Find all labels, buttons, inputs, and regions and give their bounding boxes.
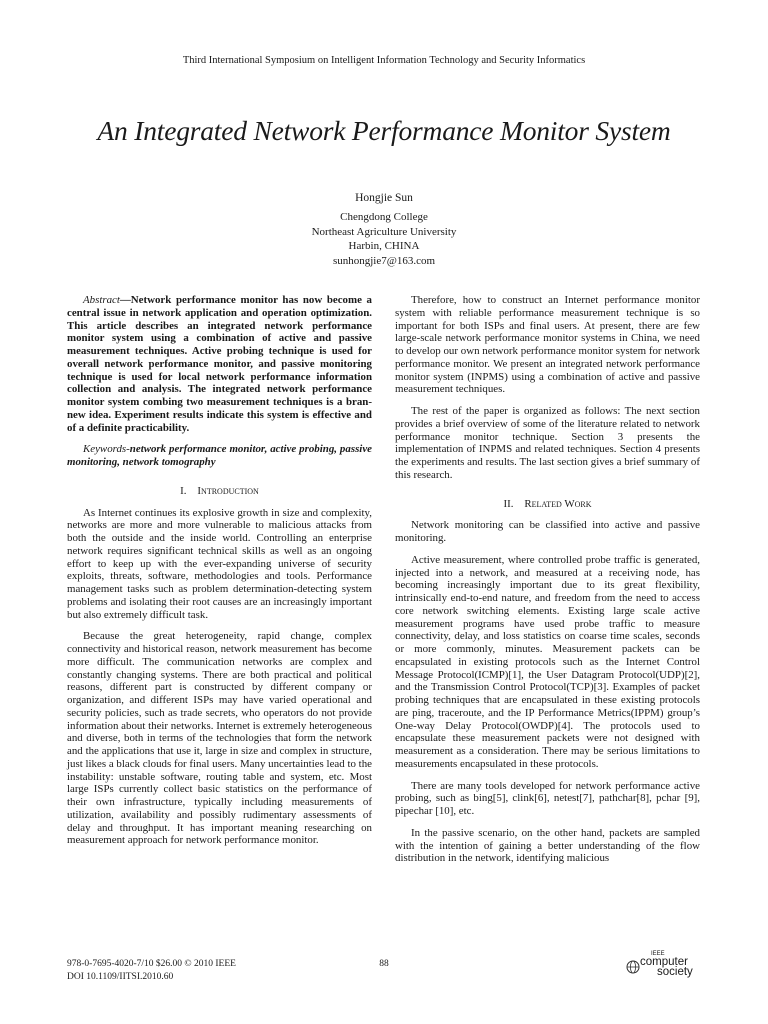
ieee-computer-society-logo [626, 951, 706, 985]
section-number: II. [503, 497, 514, 510]
footer-isbn: 978-0-7695-4020-7/10 $26.00 © 2010 IEEE [67, 959, 236, 969]
logo-ieee-text: IEEE [651, 951, 665, 957]
section-heading-introduction [67, 485, 372, 498]
paragraph: Because the great heterogeneity, rapid change, complex connectivity and historical reason, network measurement has become more difficult. The communication networks are complex and constantly changing systems. There are both practical and political reasons, different part is constructed by different company or organization, and different ISPs may have varied operational and security policies, such as trade secrets, who operators do not provide information about their networks. Internet is extremely heterogeneous and diverse, both in terms of the technologies that form the network and the applications that use it, large in size and complex in structure, just likes a black clouds for final users. Many uncertainties lead to the instability: unstable software, routing table and system, etc. Most large ISPs currently collect basic statistics on the performance of their own infrastructure, typically including measurements of utilization, availability and possibly rudimentary assessments of delay and throughput. It has important meaning researching on measurement approach for network performance monitor. [67, 630, 372, 847]
page-number: 88 [379, 959, 389, 969]
logo-society-text: society [657, 966, 693, 978]
keywords-label: Keywords- [83, 443, 130, 456]
abstract [67, 294, 372, 434]
affiliation-line: Northeast Agriculture University [311, 225, 457, 238]
keywords-text: network performance monitor, active probing, passive monitoring, network tomography [67, 443, 372, 468]
keywords [67, 443, 372, 469]
paragraph: Therefore, how to construct an Internet performance monitor system with reliable performance measurement technique is so important for both ISPs and final users. At present, there are few large-scale network performance monitor systems in China, we need to develop our own network performance monitor system for network performance monitor. We present an integrated network performance monitor system (INPMS) using a combination of active and passive measurement techniques. [395, 294, 700, 396]
left-column [67, 294, 372, 847]
conference-header: Third International Symposium on Intelligent Information Technology and Security Informatics [182, 55, 586, 66]
logo-computer-text: computer [640, 956, 688, 968]
paragraph: Network monitoring can be classified into active and passive monitoring. [395, 519, 700, 544]
section-title: Related Work [524, 497, 592, 510]
paragraph: Active measurement, where controlled probe traffic is generated, injected into a network, and measured at a receiving node, has becoming increasingly important due to its great flexibility, intrinsically end-to-end nature, and freedom from the need to access core network switching elements. Existing large scale active measurement programs have used probe traffic to measure connectivity, delay, and loss statistics on coarse time scales, seconds or more commonly, minutes. Measurement packets can be encapsulated in existing protocols such as the Internet Control Message Protocol(ICMP)[1], the User Datagram Protocol(UDP)[2], and the Transmission Control Protocol(TCP)[3]. Examples of packet probing techniques that are encapsulated in these existing protocols are ping, traceroute, and the IP Performance Metrics(IPPM) group’s One-way Delay Protocol(OWDP)[4]. The protocols used to encapsulate these measurement packets were not designed with measurement as a consideration. There may be serious limitations to measurements encapsulated in these protocols. [395, 553, 700, 770]
section-number: I. [180, 484, 187, 497]
paragraph: In the passive scenario, on the other hand, packets are sampled with the intention of gaining a better understanding of the flow distribution in the network, identifying malicious [395, 826, 700, 865]
affiliation-line: Chengdong College [340, 211, 428, 223]
paper-title: An Integrated Network Performance Monitor System [97, 115, 671, 146]
right-column [395, 294, 700, 865]
author-affiliation [0, 210, 768, 268]
abstract-text: —Network performance monitor has now become a central issue in network application and operation optimization. This article describes an integrated network performance monitor system using a combination of active and passive measurement techniques. Active probing technique is used for overall network performance monitor, and passive monitoring technique is used for local network performance information collection and analysis. The integrated network performance monitor system combing two measurement techniques is a bran-new idea. Experiment results indicate this system is effective and of a definite practicability. [67, 294, 372, 434]
paragraph: There are many tools developed for network performance active probing, such as bing[5], clink[6], netest[7], pathchar[8], pchar [9], pipechar [10], etc. [395, 779, 700, 817]
paragraph: The rest of the paper is organized as follows: The next section provides a brief overview of some of the literature related to network performance monitor technique. Section 3 presents the implementation of INPMS and related techniques. Section 4 presents the experiments and results. The last section gives a brief summary of this research. [395, 405, 700, 481]
author-email: sunhongjie7@163.com [332, 254, 436, 267]
section-heading-related-work [395, 498, 700, 511]
globe-icon [626, 960, 640, 974]
abstract-label: Abstract [83, 294, 120, 306]
paragraph: As Internet continues its explosive growth in size and complexity, networks are more and more vulnerable to malicious attacks from both the outside and the inside world. Controlling an enterprise network requires significant technical skills as well as an ongoing effort to keep up with the ever-expanding universe of security exploits, threats, software, methodologies and tools. Performance management tasks such as problem determination-detecting system problems and isolating their root causes are an increasingly important but also extremely difficult task. [67, 506, 372, 621]
footer-doi: DOI 10.1109/IITSI.2010.60 [67, 971, 174, 982]
author-name: Hongjie Sun [355, 192, 413, 204]
affiliation-line: Harbin, CHINA [348, 240, 420, 252]
section-title: Introduction [197, 484, 259, 497]
